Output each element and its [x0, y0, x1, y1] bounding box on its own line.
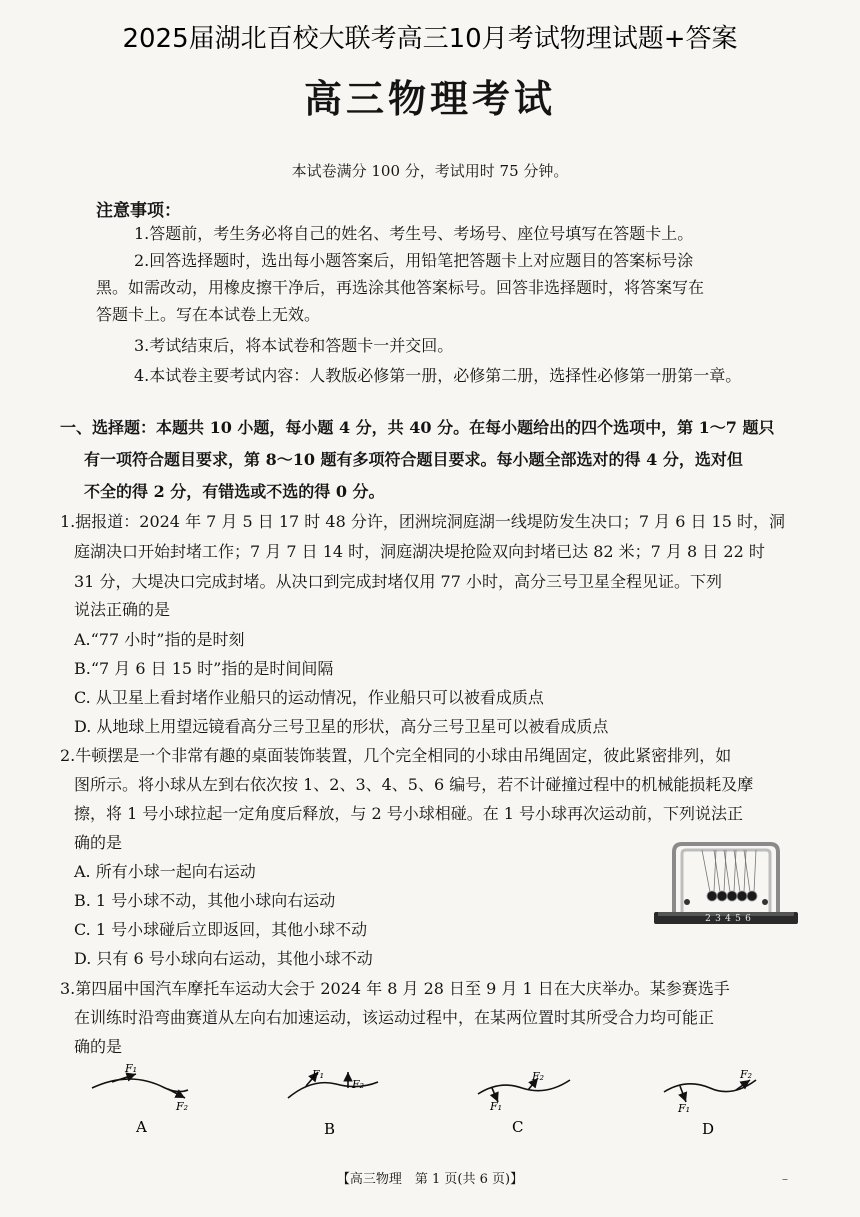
question-3-stem: 确的是 — [74, 1037, 123, 1056]
cradle-ball — [707, 891, 717, 901]
question-2-option-b: B. 1 号小球不动，其他小球向右运动 — [74, 891, 336, 910]
question-3-stem: 3.第四届中国汽车摩托车运动大会于 2024 年 8 月 28 日至 9 月 1 日在大庆举办。某参赛选手 — [60, 979, 730, 998]
question-1-stem: 31 分，大堤决口完成封堵。从决口到完成封堵仅用 77 小时，高分三号卫星全程见证。下列 — [74, 572, 722, 591]
force-label: F₁ — [312, 1068, 325, 1081]
notice-line: 1.答题前，考生务必将自己的姓名、考生号、考场号、座位号填写在答题卡上。 — [134, 224, 694, 243]
notice-line: 4.本试卷主要考试内容：人教版必修第一册，必修第二册，选择性必修第一册第一章。 — [134, 366, 742, 385]
question-1-option-c: C. 从卫星上看封堵作业船只的运动情况，作业船只可以被看成质点 — [74, 688, 544, 707]
force-label: F₂ — [176, 1100, 189, 1113]
question-1-option-a: A.“77 小时”指的是时刻 — [74, 630, 245, 649]
figure-d — [664, 1080, 756, 1102]
document-banner: 2025届湖北百校大联考高三10月考试物理试题+答案 — [122, 24, 738, 54]
notice-line: 答题卡上。写在本试卷上无效。 — [96, 305, 321, 324]
section-line: 不全的得 2 分，有错选或不选的得 0 分。 — [84, 482, 385, 501]
notice-heading: 注意事项： — [96, 201, 181, 221]
question-2-stem: 2.牛顿摆是一个非常有趣的桌面装饰装置，几个完全相同的小球由吊绳固定，彼此紧密排列，如 — [60, 746, 732, 765]
question-1-option-b: B.“7 月 6 日 15 时”指的是时间间隔 — [74, 659, 334, 678]
question-3-stem: 在训练时沿弯曲赛道从左向右加速运动，该运动过程中，在某两位置时其所受合力均可能正 — [74, 1008, 715, 1027]
question-2-stem: 擦，将 1 号小球拉起一定角度后释放，与 2 号小球相碰。在 1 号小球再次运动前，下列说法正 — [74, 804, 744, 823]
notice-line: 2.回答选择题时，选出每小题答案后，用铅笔把答题卡上对应题目的答案标号涂 — [134, 251, 694, 270]
cradle-ball — [727, 891, 737, 901]
cradle-ball — [717, 891, 727, 901]
figure-a-label: A — [136, 1118, 147, 1136]
question-2-stem: 确的是 — [74, 833, 123, 852]
section-heading: 一、选择题：本题共 10 小题，每小题 4 分，共 40 分。在每小题给出的四个选项中，第 1～7 题只 — [60, 418, 775, 437]
question-2-option-c: C. 1 号小球碰后立即返回，其他小球不动 — [74, 920, 368, 939]
figure-c — [478, 1078, 570, 1102]
force-label: F₂ — [740, 1068, 753, 1081]
page-title: 高三物理考试 — [303, 77, 556, 121]
figure-a — [92, 1074, 188, 1098]
figure-d-label: D — [702, 1120, 715, 1138]
figure-b-label: B — [324, 1120, 336, 1138]
section-line: 有一项符合题目要求，第 8～10 题有多项符合题目要求。每小题全部选对的得 4 分，选对但 — [84, 450, 743, 469]
question-1-option-d: D. 从地球上用望远镜看高分三号卫星的形状，高分三号卫星可以被看成质点 — [74, 717, 609, 736]
question-2-option-a: A. 所有小球一起向右运动 — [74, 862, 256, 881]
notice-line: 黑。如需改动，用橡皮擦干净后，再选涂其他答案标号。回答非选择题时，将答案写在 — [96, 278, 705, 297]
figure-c-label: C — [512, 1118, 524, 1136]
figure-b — [288, 1072, 378, 1098]
ball-number: 3 — [715, 914, 721, 924]
cradle-ball — [737, 891, 747, 901]
force-label: F₁ — [678, 1102, 691, 1115]
cradle-ball — [747, 891, 757, 901]
question-2-stem: 图所示。将小球从左到右依次按 1、2、3、4、5、6 编号，若不计碰撞过程中的机械能损耗及摩 — [74, 775, 754, 794]
corner-mark: – — [782, 1172, 788, 1186]
question-3-figures — [80, 1058, 800, 1148]
force-label: F₁ — [490, 1100, 503, 1113]
ball-number: 4 — [725, 914, 731, 924]
force-label: F₁ — [125, 1062, 138, 1075]
ball-number: 5 — [735, 914, 741, 924]
question-1-stem: 说法正确的是 — [74, 600, 171, 619]
exam-info: 本试卷满分 100 分，考试用时 75 分钟。 — [291, 162, 569, 180]
force-label: F₂ — [532, 1070, 545, 1083]
newtons-cradle-figure — [652, 840, 800, 926]
notice-line: 3.考试结束后，将本试卷和答题卡一并交回。 — [134, 336, 454, 355]
force-label: F₂ — [352, 1078, 365, 1091]
ball-number: 6 — [745, 914, 751, 924]
question-2-option-d: D. 只有 6 号小球向右运动，其他小球不动 — [74, 949, 373, 968]
ball-number: 2 — [705, 914, 711, 924]
question-1-stem: 庭湖决口开始封堵工作；7 月 7 日 14 时，洞庭湖决堤抢险双向封堵已达 82 米；7 月 8 日 22 时 — [74, 542, 765, 561]
question-1-stem: 1.据报道：2024 年 7 月 5 日 17 时 48 分许，团洲垸洞庭湖一线堤防发生决口；7 月 6 日 15 时，洞 — [60, 512, 785, 531]
page-footer: 【高三物理 第 1 页(共 6 页)】 — [336, 1172, 524, 1187]
